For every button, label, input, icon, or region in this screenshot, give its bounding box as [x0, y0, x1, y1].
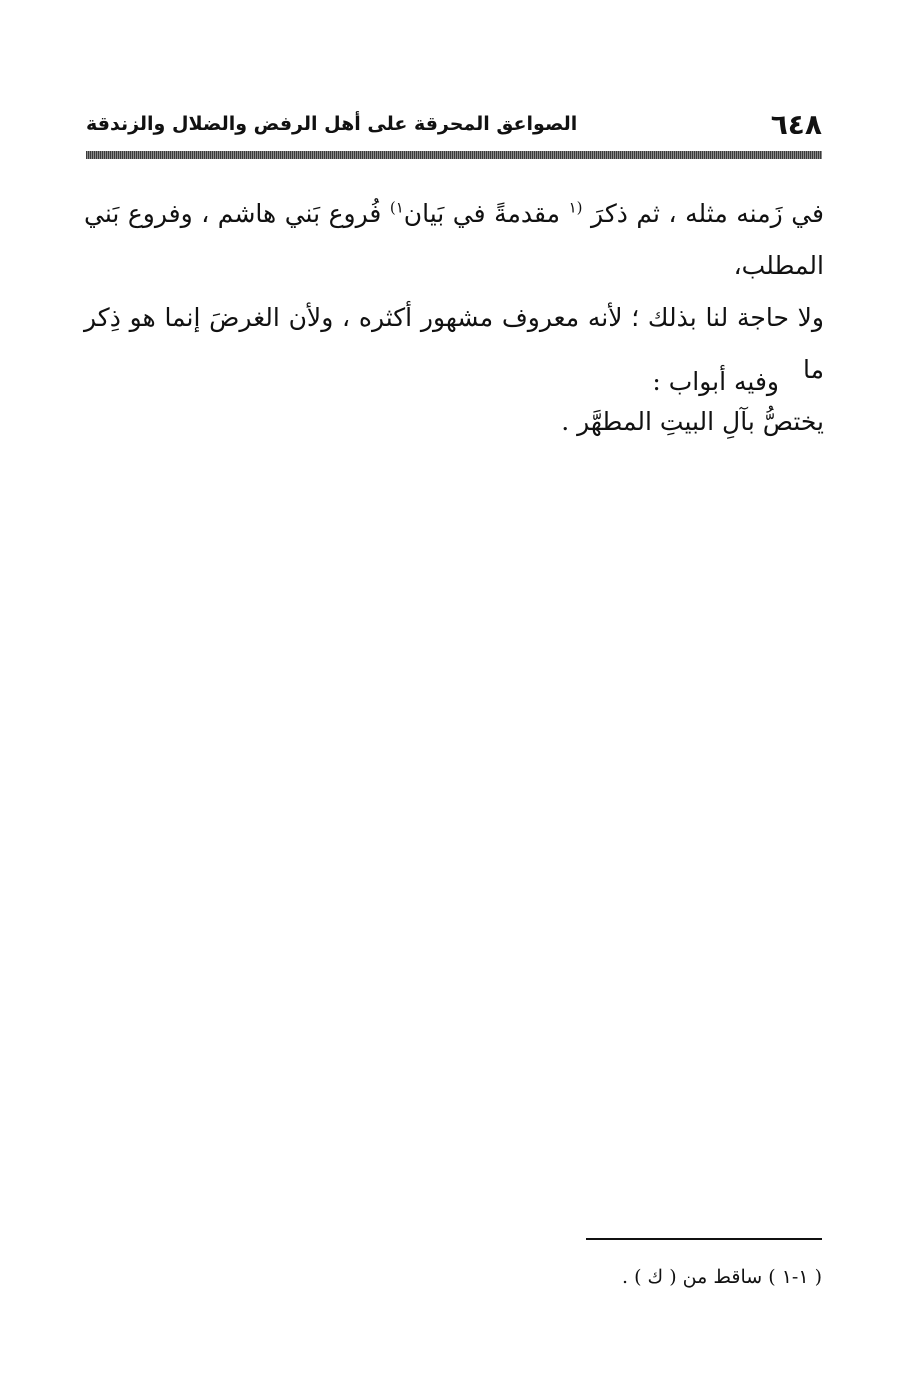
- paragraph-line-1: [84, 188, 824, 292]
- footnote-marker-open: (١: [568, 198, 583, 217]
- running-title: الصواعق المحرقة على أهل الرفض والضلال والزندقة: [86, 113, 578, 135]
- line1-part-a: في زَمنه مثله ، ثم ذكرَ: [582, 199, 824, 228]
- footnote-text: ( ١-١ ) ساقط من ( ك ) .: [622, 1266, 822, 1288]
- section-intro: وفيه أبواب :: [652, 367, 779, 396]
- line1-part-b: مقدمةً في بَيان: [403, 199, 569, 228]
- header-divider: [86, 151, 822, 159]
- footnote-marker-close: ١): [389, 198, 404, 217]
- paragraph-line-2: ولا حاجة لنا بذلك ؛ لأنه معروف مشهور أكثره ، ولأن الغرضَ إنما هو ذِكر ما: [84, 303, 824, 384]
- paragraph-line-3: يختصُّ بآلِ البيتِ المطهَّر .: [561, 407, 824, 436]
- main-paragraph: [84, 188, 824, 448]
- line1-part-c: فُروع بَني هاشم ، وفروع بَني المطلب،: [84, 199, 824, 280]
- running-header: [86, 104, 822, 144]
- page-number: ٦٤٨: [770, 107, 822, 141]
- footnote-divider: [586, 1238, 822, 1240]
